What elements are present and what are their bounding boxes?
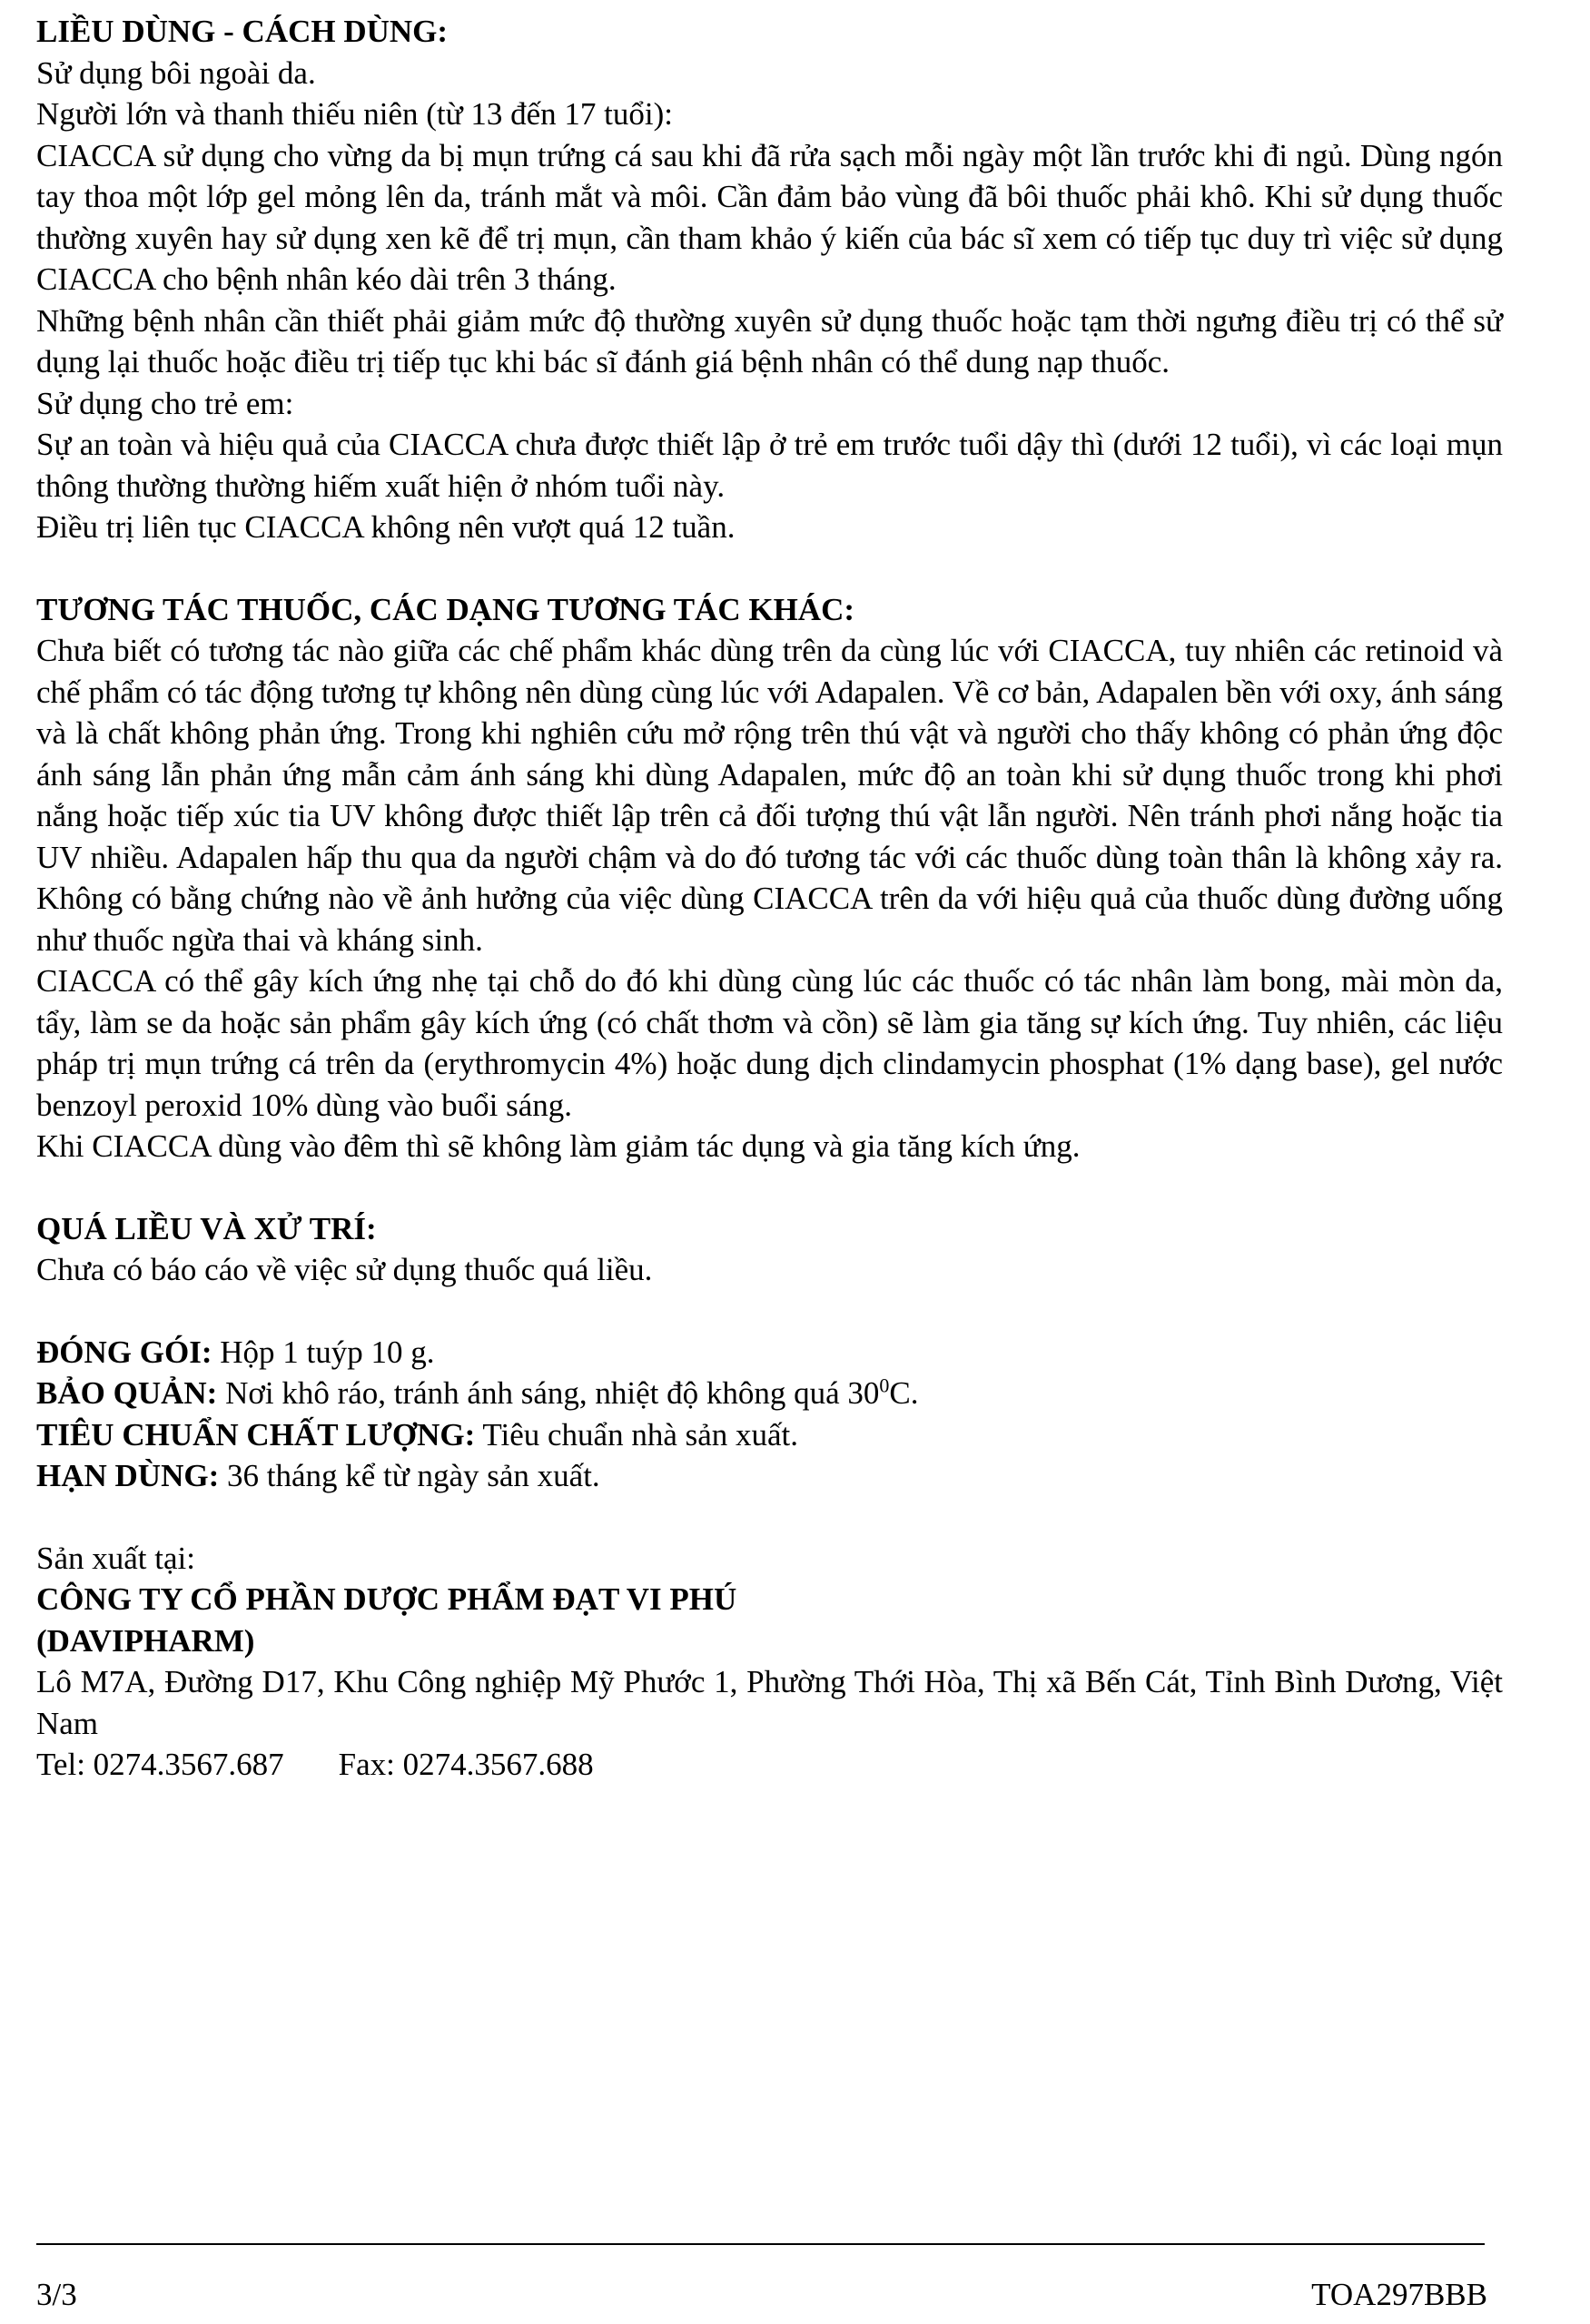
quality-line bbox=[36, 1414, 1503, 1456]
storage-degree-superscript: 0 bbox=[879, 1374, 890, 1397]
packaging-line bbox=[36, 1332, 1503, 1374]
interactions-paragraph-3: Khi CIACCA dùng vào đêm thì sẽ không làm giảm tác dụng và gia tăng kích ứng. bbox=[36, 1128, 1081, 1164]
manufacturer-contact bbox=[36, 1744, 1503, 1786]
dosage-reduce-paragraph: Những bệnh nhân cần thiết phải giảm mức độ thường xuyên sử dụng thuốc hoặc tạm thời ngưng điều trị có thể sử dụng lại thuốc hoặc điều trị tiếp tục khi bác sĩ đánh giá bệnh nhân có thể dung nạp thuốc. bbox=[36, 302, 1503, 379]
footer-divider bbox=[36, 2243, 1485, 2245]
manufacturer-fax: Fax: 0274.3567.688 bbox=[338, 1747, 594, 1782]
dosage-route-line: Sử dụng bôi ngoài da. bbox=[36, 54, 316, 91]
packaging-label: ĐÓNG GÓI: bbox=[36, 1334, 212, 1370]
manufacturer-company: CÔNG TY CỔ PHẦN DƯỢC PHẨM ĐẠT VI PHÚ bbox=[36, 1581, 737, 1617]
overdose-text: Chưa có báo cáo về việc sử dụng thuốc quá liều. bbox=[36, 1252, 653, 1287]
storage-unit: C. bbox=[889, 1375, 919, 1411]
storage-line bbox=[36, 1373, 1503, 1414]
expiry-label: HẠN DÙNG: bbox=[36, 1458, 220, 1493]
manufacturer-tel: Tel: 0274.3567.687 bbox=[36, 1747, 284, 1782]
interactions-section bbox=[36, 589, 1503, 1167]
dosage-children-paragraph: Sự an toàn và hiệu quả của CIACCA chưa được thiết lập ở trẻ em trước tuổi dậy thì (dưới 12 tuổi), vì các loại mụn thông thường thường hiếm xuất hiện ở nhóm tuổi này. bbox=[36, 427, 1503, 504]
footer-document-code: TOA297BBB bbox=[1311, 2277, 1487, 2312]
product-info-section bbox=[36, 1332, 1503, 1497]
quality-label: TIÊU CHUẨN CHẤT LƯỢNG: bbox=[36, 1416, 476, 1452]
manufacturer-section bbox=[36, 1538, 1503, 1786]
manufacturer-label: Sản xuất tại: bbox=[36, 1540, 195, 1576]
quality-value: Tiêu chuẩn nhà sản xuất. bbox=[475, 1416, 799, 1452]
document-body bbox=[36, 11, 1503, 1786]
dosage-adult-label: Người lớn và thanh thiếu niên (từ 13 đến 17 tuổi): bbox=[36, 96, 673, 132]
expiry-value: 36 tháng kể từ ngày sản xuất. bbox=[219, 1458, 600, 1493]
expiry-line bbox=[36, 1455, 1503, 1497]
packaging-value: Hộp 1 tuýp 10 g. bbox=[212, 1334, 435, 1370]
manufacturer-short-name: (DAVIPHARM) bbox=[36, 1622, 255, 1659]
dosage-section bbox=[36, 11, 1503, 548]
dosage-adult-paragraph: CIACCA sử dụng cho vừng da bị mụn trứng cá sau khi đã rửa sạch mỗi ngày một lần trước khi đi ngủ. Dùng ngón tay thoa một lớp gel mỏng lên da, tránh mắt và môi. Cần đảm bảo vùng đã bôi thuốc phải khô. Khi sử dụng thuốc thường xuyên hay sử dụng xen kẽ để trị mụn, cần tham khảo ý kiến của bác sĩ xem có tiếp tục duy trì việc sử dụng CIACCA cho bệnh nhân kéo dài trên 3 tháng. bbox=[36, 137, 1503, 297]
dosage-duration-line: Điều trị liên tục CIACCA không nên vượt quá 12 tuần. bbox=[36, 509, 736, 545]
interactions-paragraph-1: Chưa biết có tương tác nào giữa các chế phẩm khác dùng trên da cùng lúc với CIACCA, tuy nhiên các retinoid và chế phẩm có tác động tương tự không nên dùng cùng lúc với Adapalen. Về cơ bản, Adapalen bền với oxy, ánh sáng và là chất không phản ứng. Trong khi nghiên cứu mở rộng trên thú vật và người cho thấy không có phản ứng độc ánh sáng lẫn phản ứng mẫn cảm ánh sáng khi dùng Adapalen, mức độ an toàn khi sử dụng thuốc trong khi phơi nắng hoặc tiếp xúc tia UV không được thiết lập trên cả đối tượng thú vật lẫn người. Nên tránh phơi nắng hoặc tia UV nhiều. Adapalen hấp thu qua da người chậm và do đó tương tác với các thuốc dùng toàn thân là không xảy ra. Không có bằng chứng nào về ảnh hưởng của việc dùng CIACCA trên da với hiệu quả của thuốc dùng đường uống như thuốc ngừa thai và kháng sinh. bbox=[36, 633, 1503, 958]
overdose-section bbox=[36, 1208, 1503, 1291]
footer-page-number: 3/3 bbox=[36, 2277, 77, 2312]
storage-value: Nơi khô ráo, tránh ánh sáng, nhiệt độ không quá 30 bbox=[217, 1375, 880, 1411]
interactions-heading: TƯƠNG TÁC THUỐC, CÁC DẠNG TƯƠNG TÁC KHÁC: bbox=[36, 591, 854, 627]
overdose-heading: QUÁ LIỀU VÀ XỬ TRÍ: bbox=[36, 1210, 377, 1246]
interactions-paragraph-2: CIACCA có thể gây kích ứng nhẹ tại chỗ do đó khi dùng cùng lúc các thuốc có tác nhân làm bong, mài mòn da, tẩy, làm se da hoặc sản phẩm gây kích ứng (có chất thơm và cồn) sẽ làm gia tăng sự kích ứng. Tuy nhiên, các liệu pháp trị mụn trứng cá trên da (erythromycin 4%) hoặc dung dịch clindamycin phosphat (1% dạng base), gel nước benzoyl peroxid 10% dùng vào buổi sáng. bbox=[36, 963, 1503, 1123]
dosage-heading: LIỀU DÙNG - CÁCH DÙNG: bbox=[36, 14, 449, 49]
manufacturer-address: Lô M7A, Đường D17, Khu Công nghiệp Mỹ Phước 1, Phường Thới Hòa, Thị xã Bến Cát, Tỉnh Bình Dương, Việt Nam bbox=[36, 1664, 1503, 1741]
dosage-children-label: Sử dụng cho trẻ em: bbox=[36, 385, 294, 421]
storage-label: BẢO QUẢN: bbox=[36, 1375, 218, 1411]
